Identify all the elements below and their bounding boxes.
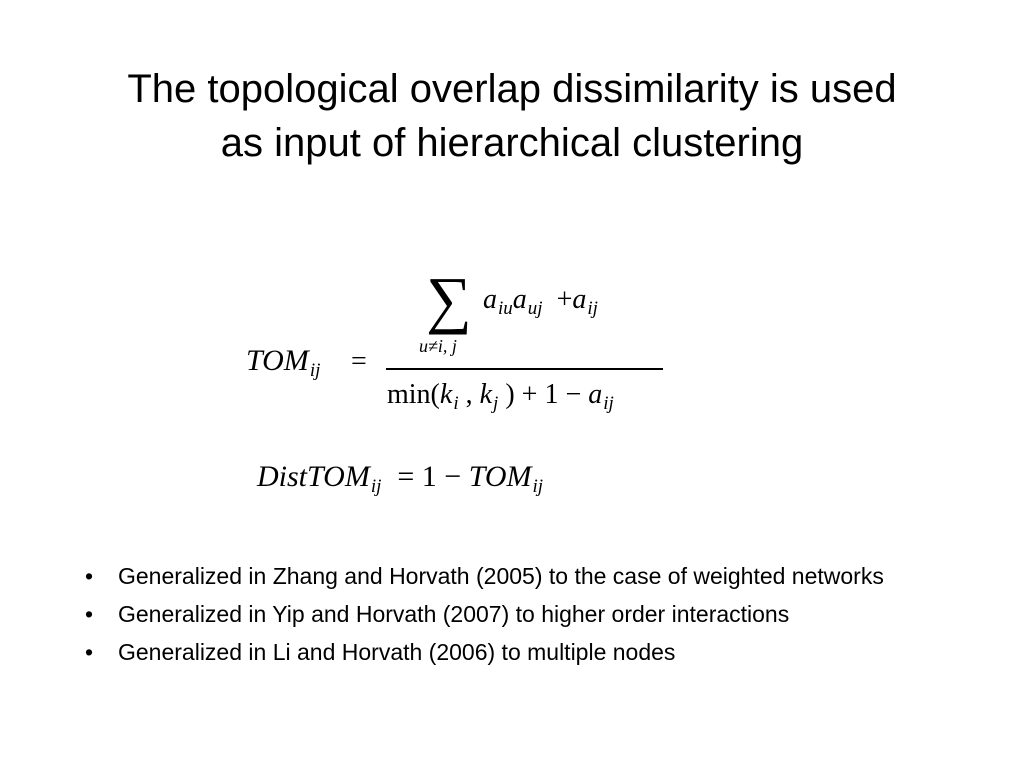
tom-numerator: $a_{iu}a_{uj} +a_{ij}$ <box>483 284 598 319</box>
disttom-formula: DistTOM$_{ij}$ = $1 - TOM_{ij}$ <box>257 460 544 497</box>
bullet-item: • Generalized in Li and Horvath (2006) to multiple nodes <box>80 638 980 666</box>
tom-lhs: $TOM_{ij}$ <box>246 344 321 381</box>
slide-title-line-2: as input of hierarchical clustering <box>220 121 804 165</box>
summation-symbol: ∑ <box>426 264 472 335</box>
tom-denominator: $\min(k_i$ , $k_j$ ) + $1 - a_{ij}$ <box>387 379 614 414</box>
bullet-item: • Generalized in Yip and Horvath (2007) to higher order interactions <box>80 600 980 628</box>
summation-index: u≠i, j <box>419 336 457 356</box>
bullet-item: • Generalized in Zhang and Horvath (2005) to the case of weighted networks <box>80 562 980 590</box>
tom-equals: = <box>351 346 367 377</box>
slide-title-line-1: The topological overlap dissimilarity is used <box>127 67 897 111</box>
bullet-list <box>80 562 980 676</box>
fraction-bar <box>386 368 663 370</box>
